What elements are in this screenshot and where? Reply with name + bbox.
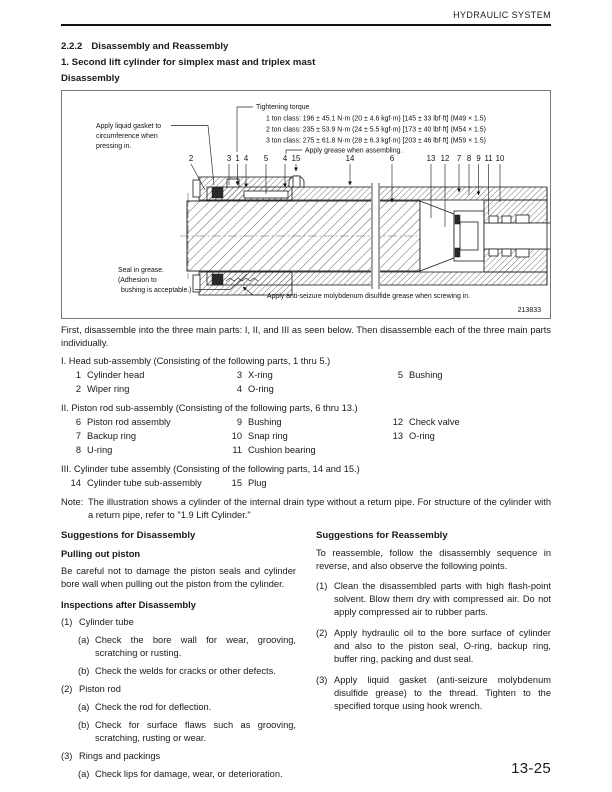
parts-row [61, 429, 551, 443]
subheading-inspections: Inspections after Disassembly [61, 599, 196, 610]
list-subitem: (b) Check for surface flaws such as grooving, scratching, rusting or wear. [78, 720, 296, 743]
part-item: 1 Cylinder head [75, 370, 145, 380]
part-item: 4 O-ring [236, 384, 274, 394]
column-title: Suggestions for Disassembly [61, 530, 196, 541]
page-number: 13-25 [511, 760, 551, 777]
two-column-section [61, 529, 551, 786]
part-number: 9 [476, 154, 481, 163]
list-item: (3) Rings and packings [61, 751, 161, 761]
part-number: 7 [456, 154, 462, 163]
note-text: The illustration shows a cylinder of the internal drain type without a return pipe. For structure of the cylinder with a return pipe, refer to "1.9 Lift Cylinder." [88, 497, 551, 520]
parts-list-piston-rod-subassembly [61, 402, 551, 457]
part-number: 11 [484, 154, 493, 163]
part-item: 2 Wiper ring [75, 384, 130, 394]
parts-row [61, 368, 551, 382]
part-item: 13 O-ring [392, 431, 435, 441]
end-shaft [484, 223, 550, 249]
note-label: Note: [61, 497, 84, 507]
part-number: 4 [243, 154, 249, 163]
liquid-gasket-label-3: pressing in. [96, 143, 132, 150]
part-item: 12 Check valve [392, 417, 460, 427]
torque-line-2: 2 ton class: 235 ± 53.9 N·m (24 ± 5.5 kgf·m) [173 ± 40 lbf·ft] (M54 × 1.5) [266, 126, 486, 134]
wiper-ring-seal [212, 187, 223, 198]
section-title: Disassembly and Reassembly [91, 41, 229, 52]
cylinder-diagram [62, 91, 550, 317]
torque-line-1: 1 ton class: 196 ± 45.1 N·m (20 ± 4.6 kgf·m) [145 ± 33 lbf·ft] (M49 × 1.5) [266, 115, 486, 123]
part-item: 11 Cushion bearing [232, 445, 316, 455]
list-subitem: (a) Check the bore wall for wear, grooving, scratching or rusting. [78, 635, 296, 658]
liquid-gasket-label-2: circumference when [96, 133, 158, 140]
part-number: 6 [389, 154, 395, 163]
parts-list-title: II. Piston rod sub-assembly (Consisting of the following parts, 6 thru 13.) [61, 403, 358, 413]
part-item: 9 Bushing [236, 417, 282, 427]
part-item: 7 Backup ring [75, 431, 137, 441]
list-item: (1) Cylinder tube [61, 617, 134, 627]
part-number: 10 [495, 154, 505, 163]
parts-list-title: I. Head sub-assembly (Consisting of the following parts, 1 thru 5.) [61, 356, 331, 366]
liquid-gasket-label-1: Apply liquid gasket to [96, 123, 162, 130]
seal-label-1: Seal in grease. [118, 267, 164, 274]
part-item: 6 Piston rod assembly [75, 417, 171, 427]
part-number: 2 [188, 154, 194, 163]
parts-list-cylinder-tube-assembly [61, 463, 551, 490]
part-number: 3 [226, 154, 232, 163]
part-number: 1 [235, 154, 240, 163]
part-number: 13 [426, 154, 436, 163]
parts-row [61, 476, 551, 490]
part-number: 12 [440, 154, 450, 163]
rod-to-piston-taper [420, 201, 454, 271]
list-subitem: (b) Check the welds for cracks or other defects. [78, 666, 276, 676]
note [61, 496, 551, 522]
piston-rod-body [187, 201, 420, 271]
part-item [383, 382, 409, 396]
subheading-pulling-out-piston: Pulling out piston [61, 548, 141, 559]
cushion-bearing-detail [516, 215, 529, 223]
parts-row [61, 382, 551, 396]
part-item: 15 Plug [231, 478, 267, 488]
parts-row [61, 443, 551, 457]
seal-label-3: bushing is acceptable.) [121, 287, 192, 294]
list-item: (1) Clean the disassembled parts with high flash-point solvent. Blow them dry with compressed air. Do not apply compressed air to rubber parts. [316, 581, 551, 617]
anti-seizure-label: Apply anti-seizure molybdenum disulfide grease when screwing in. [267, 293, 470, 300]
column-title: Suggestions for Reassembly [316, 530, 448, 541]
part-item [383, 476, 409, 490]
cylinder-cross-section-figure [61, 90, 551, 319]
paragraph: Be careful not to damage the piston seals and cylinder bore wall when pulling out the piston from the cylinder. [61, 566, 296, 589]
section-number: 2.2.2 [61, 41, 83, 52]
parts-list-title: III. Cylinder tube assembly (Consisting of the following parts, 14 and 15.) [61, 464, 360, 474]
parts-row [61, 415, 551, 429]
part-number: 8 [466, 154, 472, 163]
part-item: 10 Snap ring [231, 431, 288, 441]
figure-number: 213833 [517, 307, 541, 314]
paragraph: To reassemble, follow the disassembly sequence in reverse, and also observe the following points. [316, 548, 551, 571]
list-subitem: (a) Check lips for damage, wear, or deterioration. [78, 769, 283, 779]
list-item: (3) Apply liquid gasket (anti-seizure molybdenum disulfide grease) to the thread. Tighten to the specified torque using hook wrench. [316, 675, 551, 711]
part-number: 14 [345, 154, 355, 163]
list-item: (2) Apply hydraulic oil to the bore surface of cylinder and also to the piston seal, O-ring, backup ring, buffer ring, packing and dust seal. [316, 628, 551, 664]
torque-leader [237, 107, 253, 152]
intro-paragraph: First, disassemble into the three main parts: I, II, and III as seen below. Then disassemble each of the three main parts individually. [61, 325, 551, 348]
list-subitem: (a) Check the rod for deflection. [78, 702, 212, 712]
part-item: 14 Cylinder tube sub-assembly [70, 478, 202, 488]
part-number: 5 [263, 154, 269, 163]
part-item: 3 X-ring [236, 370, 273, 380]
page-header: HYDRAULIC SYSTEM [453, 10, 551, 20]
grease-label: Apply grease when assembling. [305, 147, 403, 155]
part-item: 5 Bushing [397, 370, 443, 380]
parts-list-head-subassembly [61, 355, 551, 396]
torque-line-3: 3 ton class: 275 ± 61.8 N·m (28 ± 6.3 kgf·m) [203 ± 46 lbf·ft] (M59 × 1.5) [266, 137, 486, 145]
part-item [383, 443, 409, 457]
part-number: 4 [282, 154, 288, 163]
header-rule [61, 24, 551, 26]
section-heading [61, 41, 551, 53]
part-number: 15 [291, 154, 301, 163]
part-item: 8 U-ring [75, 445, 113, 455]
suggestions-disassembly-column [61, 529, 296, 786]
torque-title: Tightening torque [256, 104, 310, 111]
list-item: (2) Piston rod [61, 684, 121, 694]
page-content [61, 41, 551, 786]
suggestions-reassembly-column [316, 529, 551, 786]
subsection-heading: 1. Second lift cylinder for simplex mast and triplex mast [61, 57, 316, 68]
check-valve-body [460, 222, 478, 250]
seal-label-2: (Adhesion to [118, 277, 157, 284]
disassembly-heading: Disassembly [61, 73, 120, 84]
